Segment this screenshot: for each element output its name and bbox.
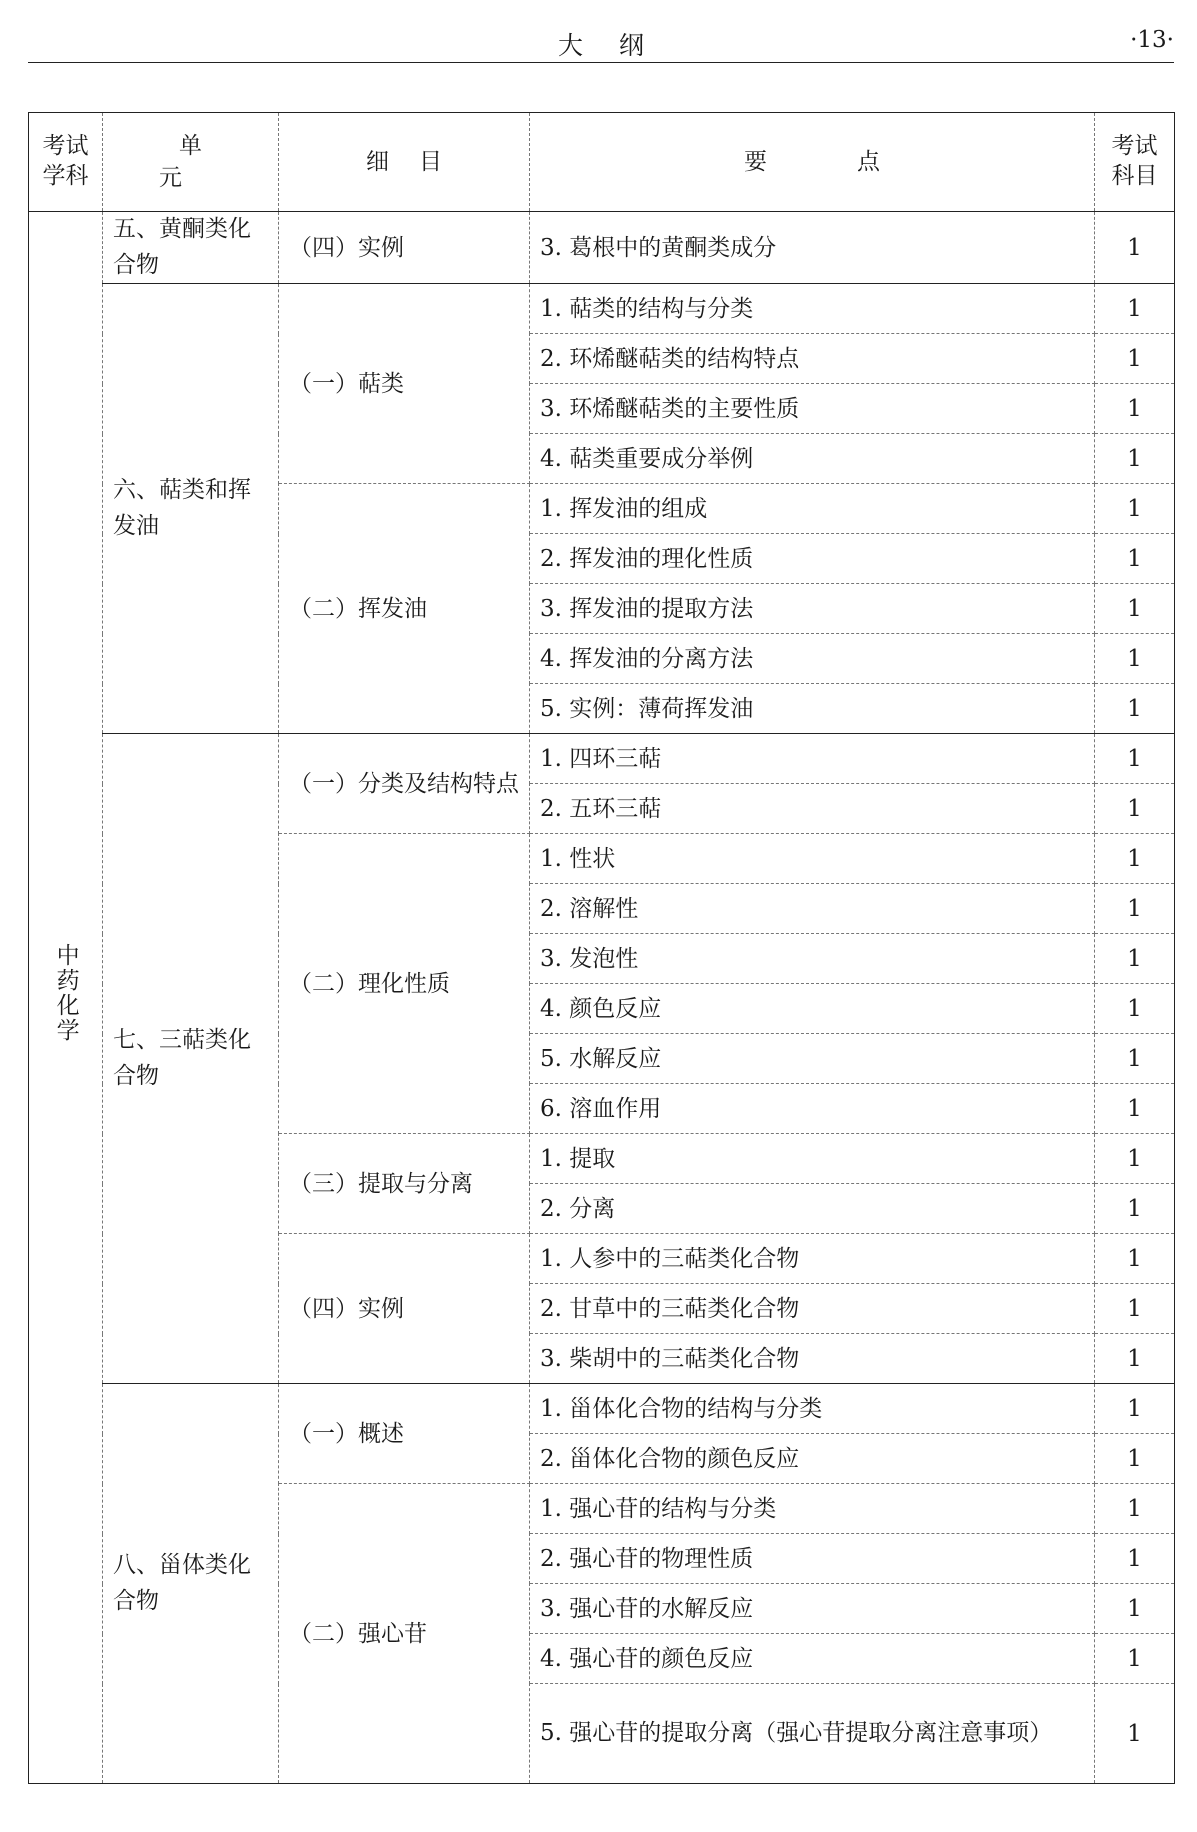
column-header-detail: 细目 bbox=[279, 113, 530, 212]
point-cell: 3. 挥发油的提取方法 bbox=[530, 584, 1095, 634]
detail-cell: （三）提取与分离 bbox=[279, 1134, 530, 1234]
point-cell: 3. 强心苷的水解反应 bbox=[530, 1584, 1095, 1634]
level-cell: 1 bbox=[1095, 884, 1175, 934]
detail-cell: （一）概述 bbox=[279, 1384, 530, 1484]
detail-cell: （四）实例 bbox=[279, 212, 530, 284]
column-header-point: 要点 bbox=[530, 113, 1095, 212]
detail-cell: （二）理化性质 bbox=[279, 834, 530, 1134]
level-cell: 1 bbox=[1095, 934, 1175, 984]
point-cell: 2. 强心苷的物理性质 bbox=[530, 1534, 1095, 1584]
table-header-row bbox=[29, 113, 1175, 212]
point-cell: 4. 强心苷的颜色反应 bbox=[530, 1634, 1095, 1684]
column-header-unit: 单元 bbox=[103, 113, 279, 212]
page-number: ·13· bbox=[1130, 27, 1174, 53]
point-cell: 4. 颜色反应 bbox=[530, 984, 1095, 1034]
point-cell: 6. 溶血作用 bbox=[530, 1084, 1095, 1134]
table-row bbox=[29, 284, 1175, 334]
level-cell: 1 bbox=[1095, 1134, 1175, 1184]
level-cell: 1 bbox=[1095, 534, 1175, 584]
running-title: 大纲 bbox=[557, 31, 680, 60]
level-cell: 1 bbox=[1095, 1234, 1175, 1284]
point-cell: 2. 分离 bbox=[530, 1184, 1095, 1234]
point-cell: 2. 甘草中的三萜类化合物 bbox=[530, 1284, 1095, 1334]
table-row bbox=[29, 212, 1175, 284]
level-cell: 1 bbox=[1095, 834, 1175, 884]
page-header bbox=[28, 18, 1174, 63]
level-cell: 1 bbox=[1095, 1634, 1175, 1684]
point-cell: 1. 挥发油的组成 bbox=[530, 484, 1095, 534]
table-row bbox=[29, 1384, 1175, 1434]
level-cell: 1 bbox=[1095, 334, 1175, 384]
point-cell: 4. 挥发油的分离方法 bbox=[530, 634, 1095, 684]
level-cell: 1 bbox=[1095, 1384, 1175, 1434]
point-cell: 2. 挥发油的理化性质 bbox=[530, 534, 1095, 584]
table-row bbox=[29, 734, 1175, 784]
point-cell: 1. 甾体化合物的结构与分类 bbox=[530, 1384, 1095, 1434]
unit-cell: 八、甾体类化合物 bbox=[103, 1384, 279, 1784]
point-cell: 2. 五环三萜 bbox=[530, 784, 1095, 834]
level-cell: 1 bbox=[1095, 1584, 1175, 1634]
level-cell: 1 bbox=[1095, 384, 1175, 434]
level-cell: 1 bbox=[1095, 1334, 1175, 1384]
level-cell: 1 bbox=[1095, 734, 1175, 784]
level-cell: 1 bbox=[1095, 284, 1175, 334]
point-cell: 1. 萜类的结构与分类 bbox=[530, 284, 1095, 334]
level-cell: 1 bbox=[1095, 1534, 1175, 1584]
level-cell: 1 bbox=[1095, 1684, 1175, 1784]
level-cell: 1 bbox=[1095, 434, 1175, 484]
level-cell: 1 bbox=[1095, 1484, 1175, 1534]
point-cell: 3. 葛根中的黄酮类成分 bbox=[530, 212, 1095, 284]
unit-cell: 七、三萜类化合物 bbox=[103, 734, 279, 1384]
point-cell: 3. 发泡性 bbox=[530, 934, 1095, 984]
unit-cell: 五、黄酮类化合物 bbox=[103, 212, 279, 284]
syllabus-table bbox=[28, 112, 1175, 1784]
point-cell: 1. 强心苷的结构与分类 bbox=[530, 1484, 1095, 1534]
detail-cell: （四）实例 bbox=[279, 1234, 530, 1384]
point-cell: 5. 强心苷的提取分离（强心苷提取分离注意事项） bbox=[530, 1684, 1095, 1784]
level-cell: 1 bbox=[1095, 584, 1175, 634]
level-cell: 1 bbox=[1095, 684, 1175, 734]
level-cell: 1 bbox=[1095, 984, 1175, 1034]
level-cell: 1 bbox=[1095, 634, 1175, 684]
point-cell: 1. 提取 bbox=[530, 1134, 1095, 1184]
level-cell: 1 bbox=[1095, 212, 1175, 284]
point-cell: 1. 人参中的三萜类化合物 bbox=[530, 1234, 1095, 1284]
level-cell: 1 bbox=[1095, 1284, 1175, 1334]
point-cell: 2. 溶解性 bbox=[530, 884, 1095, 934]
point-cell: 2. 甾体化合物的颜色反应 bbox=[530, 1434, 1095, 1484]
level-cell: 1 bbox=[1095, 1084, 1175, 1134]
point-cell: 5. 实例：薄荷挥发油 bbox=[530, 684, 1095, 734]
level-cell: 1 bbox=[1095, 784, 1175, 834]
detail-cell: （一）分类及结构特点 bbox=[279, 734, 530, 834]
level-cell: 1 bbox=[1095, 1184, 1175, 1234]
level-cell: 1 bbox=[1095, 484, 1175, 534]
subject-label: 中药化学 bbox=[52, 943, 79, 1044]
column-header-subject: 考试学科 bbox=[29, 113, 103, 212]
detail-cell: （二）挥发油 bbox=[279, 484, 530, 734]
unit-cell: 六、萜类和挥发油 bbox=[103, 284, 279, 734]
level-cell: 1 bbox=[1095, 1034, 1175, 1084]
point-cell: 2. 环烯醚萜类的结构特点 bbox=[530, 334, 1095, 384]
point-cell: 3. 环烯醚萜类的主要性质 bbox=[530, 384, 1095, 434]
subject-cell bbox=[29, 212, 103, 1784]
point-cell: 1. 四环三萜 bbox=[530, 734, 1095, 784]
point-cell: 4. 萜类重要成分举例 bbox=[530, 434, 1095, 484]
point-cell: 1. 性状 bbox=[530, 834, 1095, 884]
level-cell: 1 bbox=[1095, 1434, 1175, 1484]
column-header-level: 考试科目 bbox=[1095, 113, 1175, 212]
point-cell: 5. 水解反应 bbox=[530, 1034, 1095, 1084]
detail-cell: （一）萜类 bbox=[279, 284, 530, 484]
point-cell: 3. 柴胡中的三萜类化合物 bbox=[530, 1334, 1095, 1384]
detail-cell: （二）强心苷 bbox=[279, 1484, 530, 1784]
